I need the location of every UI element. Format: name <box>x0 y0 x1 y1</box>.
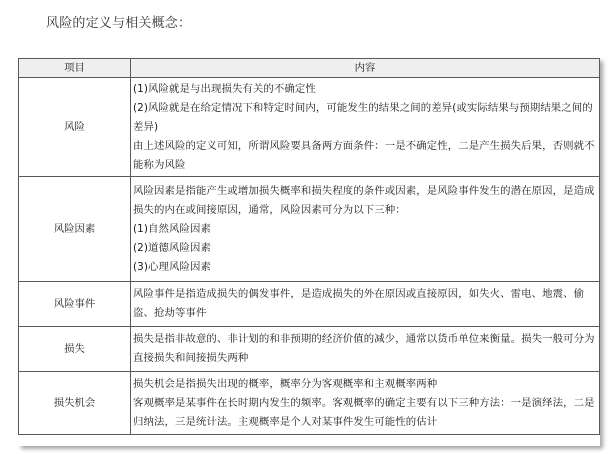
content-paragraph: 损失是指非故意的、非计划的和非预期的经济价值的减少，通常以货币单位来衡量。损失一般可分为直接损失和间接损失两种 <box>133 333 595 364</box>
section-heading: 风险的定义与相关概念： <box>46 16 192 31</box>
table-row <box>19 78 600 177</box>
row-item-label: 风险因素 <box>19 177 131 282</box>
content-paragraph: (2)道德风险因素 <box>133 241 211 254</box>
table-row <box>19 177 600 282</box>
table-header-row <box>19 59 600 78</box>
row-item-label: 风险 <box>19 78 131 177</box>
row-content <box>131 282 600 327</box>
row-item-label: 风险事件 <box>19 282 131 327</box>
row-item-label: 损失 <box>19 327 131 372</box>
row-content <box>131 372 600 435</box>
row-item-label: 损失机会 <box>19 372 131 435</box>
table-row <box>19 282 600 327</box>
row-content <box>131 177 600 282</box>
concepts-table <box>18 58 600 435</box>
header-content: 内容 <box>131 59 600 78</box>
content-paragraph: 风险事件是指造成损失的偶发事件，是造成损失的外在原因或直接原因，如失火、雷电、地震、偷盗、抢劫等事件 <box>133 288 585 319</box>
content-paragraph: 由上述风险的定义可知，所谓风险要具备两方面条件：一是不确定性，二是产生损失后果，否则就不能称为风险 <box>133 139 595 171</box>
content-paragraph: 风险因素是指能产生或增加损失概率和损失程度的条件或因素，是风险事件发生的潜在原因，是造成损失的内在或间接原因，通常，风险因素可分为以下三种： <box>133 184 595 216</box>
content-paragraph: (2)风险就是在给定情况下和特定时间内，可能发生的结果之间的差异(或实际结果与预期结果之间的差异) <box>133 101 593 133</box>
row-content <box>131 78 600 177</box>
table-row <box>19 372 600 435</box>
row-content <box>131 327 600 372</box>
header-item: 项目 <box>19 59 131 78</box>
content-paragraph: 客观概率是某事件在长时期内发生的频率。客观概率的确定主要有以下三种方法：一是演绎法，二是归纳法，三是统计法。主观概率是个人对某事件发生可能性的估计 <box>133 396 595 428</box>
content-paragraph: 损失机会是指损失出现的概率，概率分为客观概率和主观概率两种 <box>133 377 438 390</box>
content-paragraph: (3)心理风险因素 <box>133 260 211 273</box>
content-paragraph: (1)自然风险因素 <box>133 222 211 235</box>
table-row <box>19 327 600 372</box>
content-paragraph: (1)风险就是与出现损失有关的不确定性 <box>133 82 316 95</box>
